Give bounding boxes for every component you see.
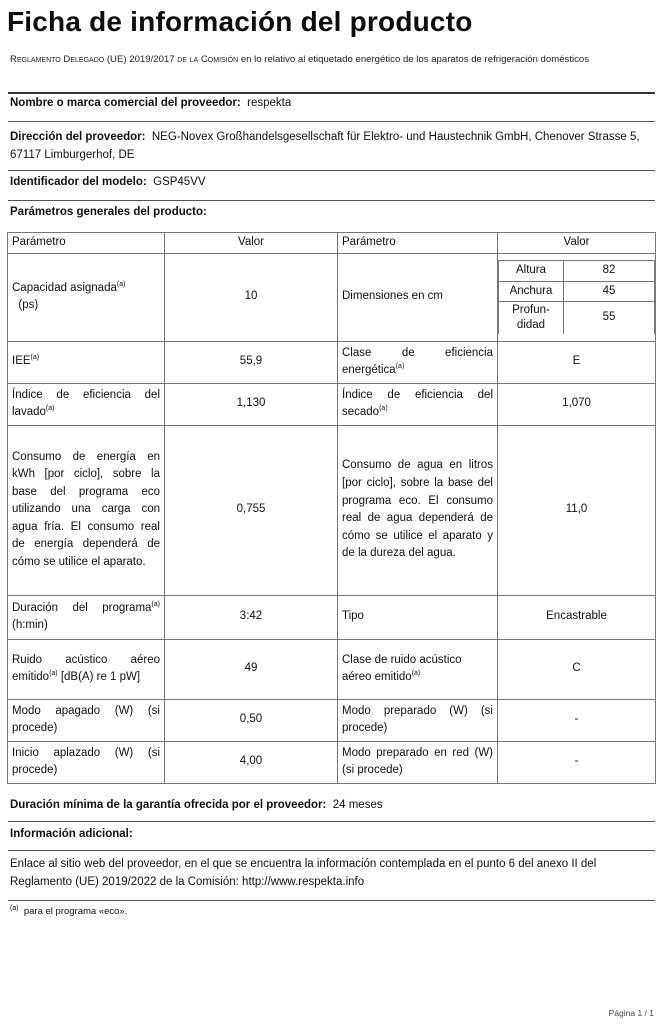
table-row — [8, 383, 656, 425]
dim-width-value: 45 — [564, 281, 655, 302]
divider — [8, 200, 655, 201]
dim-depth-label: Profun- didad — [499, 302, 564, 335]
param-value: - — [498, 699, 656, 741]
dim-height-value: 82 — [564, 261, 655, 282]
param-label: IEE$^{(a)}$ — [8, 341, 165, 383]
param-value: - — [498, 741, 656, 783]
param-label: Modo preparado en red (W) (si procede) — [338, 741, 498, 783]
param-value: 1,130 — [165, 383, 338, 425]
param-value: 1,070 — [498, 383, 656, 425]
divider — [8, 850, 655, 851]
param-label: Inicio aplazado (W) (si procede) — [8, 741, 165, 783]
header-parameter: Parámetro — [338, 233, 498, 254]
page-title: Ficha de información del producto — [7, 6, 473, 37]
param-label: Índice de eficiencia del secado$^{(a)}$ — [338, 383, 498, 425]
param-value: 55,9 — [165, 341, 338, 383]
regulation-caps: Reglamento Delegado (UE) 2019/2017 de la Comisión — [10, 54, 239, 65]
additional-info-heading: Información adicional: — [10, 828, 133, 840]
param-label: Clase de eficiencia energética$^{(a)}$ — [338, 341, 498, 383]
general-params-heading: Parámetros generales del producto: — [10, 206, 207, 218]
table-row — [8, 425, 656, 595]
param-label: Ruido acústico aéreo emitido$^{(a)}$ [dB(A) re 1 pW] — [8, 639, 165, 699]
model-label: Identificador del modelo: — [10, 176, 147, 188]
regulation-reference — [10, 52, 655, 67]
divider — [8, 170, 655, 171]
model-row — [10, 176, 206, 188]
table-header-row — [8, 233, 656, 254]
supplier-name-row — [10, 97, 291, 109]
divider — [8, 900, 655, 901]
param-label: Duración del programa$^{(a)}$ (h:min) — [8, 595, 165, 639]
param-value: Encastrable — [498, 595, 656, 639]
divider — [8, 821, 655, 822]
warranty-label: Duración mínima de la garantía ofrecida por el proveedor: — [10, 799, 327, 811]
table-row — [8, 741, 656, 783]
supplier-address-row — [10, 128, 650, 164]
address-label: Dirección del proveedor: — [10, 131, 146, 143]
param-value: 3:42 — [165, 595, 338, 639]
table-row — [8, 341, 656, 383]
param-label: Clase de ruido acústico aéreo emitido$^{(a)}$ — [338, 639, 498, 699]
divider — [8, 92, 655, 94]
capacity-label: Capacidad asignada$^{(a)}$ (ps) — [8, 253, 165, 341]
address-value: NEG-Novex Großhandelsgesellschaft für Elektro- und Haustechnik GmbH, Chenover Strasse 5, 67117 Limburgerhof, DE — [10, 131, 640, 161]
table-row — [8, 253, 656, 341]
supplier-label: Nombre o marca comercial del proveedor: — [10, 97, 241, 109]
table-row — [8, 639, 656, 699]
dimensions-values — [498, 253, 656, 341]
dimensions-label: Dimensiones en cm — [338, 253, 498, 341]
param-value: 0,50 — [165, 699, 338, 741]
footnote-ref: (a) — [10, 904, 19, 912]
param-value: 4,00 — [165, 741, 338, 783]
footnote — [10, 906, 127, 917]
table-row — [8, 595, 656, 639]
dim-height-label: Altura — [499, 261, 564, 282]
header-value: Valor — [498, 233, 656, 254]
param-label: Índice de eficiencia del lavado$^{(a)}$ — [8, 383, 165, 425]
supplier-value: respekta — [247, 97, 292, 109]
param-label: Consumo de energía en kWh [por ciclo], sobre la base del programa eco utilizando una carga con agua fría. El consumo real de energía dependerá de cómo se utilice el aparato. — [8, 425, 165, 595]
param-value: E — [498, 341, 656, 383]
model-value: GSP45VV — [153, 176, 206, 188]
param-value: 49 — [165, 639, 338, 699]
header-parameter: Parámetro — [8, 233, 165, 254]
capacity-value: 10 — [165, 253, 338, 341]
parameters-table — [7, 232, 656, 784]
param-label: Modo preparado (W) (si procede) — [338, 699, 498, 741]
page-number: Página 1 / 1 — [608, 1008, 654, 1018]
table-row — [8, 699, 656, 741]
param-label: Consumo de agua en litros [por ciclo], sobre la base del programa eco. El consumo real de agua dependerá de cómo se utilice el aparato y de la dureza del agua. — [338, 425, 498, 595]
param-value: 11,0 — [498, 425, 656, 595]
divider — [8, 121, 655, 122]
warranty-value: 24 meses — [332, 799, 383, 811]
supplier-website-text: Enlace al sitio web del proveedor, en el que se encuentra la información contemplada en el punto 6 del anexo II del Reglamento (UE) 2019/2022 de la Comisión: http://www.respekta.info — [10, 858, 597, 888]
footnote-text: para el programa «eco». — [23, 906, 128, 917]
param-label: Tipo — [338, 595, 498, 639]
dim-width-label: Anchura — [499, 281, 564, 302]
warranty-row — [10, 799, 383, 811]
param-label: Modo apagado (W) (si procede) — [8, 699, 165, 741]
regulation-rest: en lo relativo al etiquetado energético de los aparatos de refrigeración domésticos — [240, 54, 590, 65]
param-value: 0,755 — [165, 425, 338, 595]
header-value: Valor — [165, 233, 338, 254]
param-value: C — [498, 639, 656, 699]
dim-depth-value: 55 — [564, 302, 655, 335]
